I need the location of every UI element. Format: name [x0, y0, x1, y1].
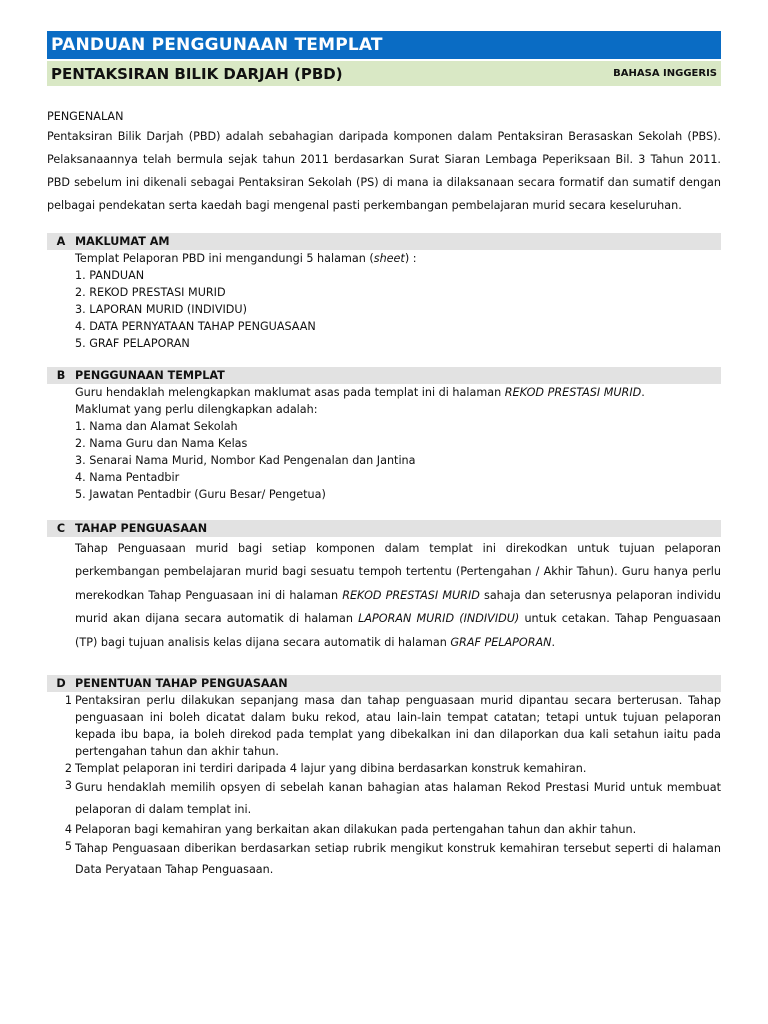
list-item: 3. LAPORAN MURID (INDIVIDU) — [75, 303, 247, 316]
subtitle-bar — [47, 61, 721, 86]
section-d-header — [47, 675, 721, 692]
item-number: 5 — [64, 840, 72, 854]
section-title: MAKLUMAT AM — [75, 235, 170, 248]
section-d — [47, 675, 721, 880]
section-letter: D — [56, 677, 66, 691]
title-bar — [47, 31, 721, 59]
item-text: Pelaporan bagi kemahiran yang berkaitan akan dilakukan pada pertengahan tahun dan akhir tahun. — [75, 823, 637, 837]
numbered-item — [47, 838, 721, 880]
section-b — [47, 367, 721, 503]
list-item: 5. Jawatan Pentadbir (Guru Besar/ Pengetua) — [75, 488, 326, 501]
list-item: 4. DATA PERNYATAAN TAHAP PENGUASAAN — [75, 320, 316, 333]
list-item: 2. REKOD PRESTASI MURID — [75, 286, 226, 299]
section-c-header — [47, 520, 721, 537]
section-d-body — [47, 692, 721, 880]
section-letter: B — [56, 369, 66, 382]
intro-section — [47, 108, 721, 217]
section-b-header — [47, 367, 721, 384]
item-text: Guru hendaklah memilih opsyen di sebelah kanan bahagian atas halaman Rekod Prestasi Murid untuk membuat pelaporan di dalam templat ini. — [75, 781, 721, 817]
section-b-body — [47, 384, 721, 503]
item-text: Pentaksiran perlu dilakukan sepanjang masa dan tahap penguasaan murid dipantau secara berterusan. Tahap penguasaan ini boleh dicatat dalam buku rekod, atau lain-lain tempat catatan; tetapi untuk tujuan pelaporan kepada ibu bapa, ia boleh direkod pada templat yang dibekalkan ini dan dilaporkan dua kali setahun iaitu pada pertengahan tahun dan akhir tahun. — [75, 694, 721, 759]
numbered-item — [47, 692, 721, 760]
section-b-lead: Guru hendaklah melengkapkan maklumat asas pada templat ini di halaman REKOD PRESTASI MURID. — [75, 386, 645, 399]
list-item: 2. Nama Guru dan Nama Kelas — [75, 437, 248, 450]
section-b-lead2: Maklumat yang perlu dilengkapkan adalah: — [75, 403, 318, 416]
list-item: 3. Senarai Nama Murid, Nombor Kad Pengenalan dan Jantina — [75, 454, 416, 467]
section-a — [47, 233, 721, 352]
numbered-item — [47, 777, 721, 821]
item-number: 1 — [64, 694, 72, 708]
list-item: 4. Nama Pentadbir — [75, 471, 180, 484]
numbered-item — [47, 821, 721, 838]
section-title: TAHAP PENGUASAAN — [75, 522, 208, 535]
document-page — [47, 31, 721, 880]
intro-heading: PENGENALAN — [47, 110, 124, 123]
section-a-body — [47, 250, 721, 352]
section-c-paragraph: Tahap Penguasaan murid bagi setiap komponen dalam templat ini direkodkan untuk tujuan pelaporan perkembangan pembelajaran murid bagi sesuatu tempoh tertentu (Pertengahan / Akhir Tahun). Guru hanya perlu merekodkan Tahap Penguasaan ini di halaman REKOD PRESTASI MURID sahaja dan seterusnya pelaporan individu murid akan dijana secara automatik di halaman LAPORAN MURID (INDIVIDU) untuk cetakan. Tahap Penguasaan (TP) bagi tujuan analisis kelas dijana secara automatik di halaman GRAF PELAPORAN. — [75, 542, 721, 649]
item-number: 4 — [64, 823, 72, 837]
section-title: PENENTUAN TAHAP PENGUASAAN — [75, 677, 288, 691]
document-subtitle: PENTAKSIRAN BILIK DARJAH (PBD) — [51, 64, 343, 83]
subject-label: BAHASA INGGERIS — [613, 68, 717, 79]
item-number: 3 — [64, 779, 72, 793]
document-title: PANDUAN PENGGUNAAN TEMPLAT — [51, 35, 383, 55]
section-c — [47, 520, 721, 654]
intro-paragraph: Pentaksiran Bilik Darjah (PBD) adalah sebahagian daripada komponen dalam Pentaksiran Berasaskan Sekolah (PBS). Pelaksanaannya telah bermula sejak tahun 2011 berdasarkan Surat Siaran Lembaga Peperiksaan Bil. 3 Tahun 2011. PBD sebelum ini dikenali sebagai Pentaksiran Sekolah (PS) di mana ia dilaksanaan secara formatif dan sumatif dengan pelbagai pendekatan serta kaedah bagi mengenal pasti perkembangan pembelajaran murid secara keseluruhan. — [47, 130, 721, 212]
section-letter: C — [56, 522, 66, 535]
section-a-header — [47, 233, 721, 250]
section-a-lead: Templat Pelaporan PBD ini mengandungi 5 halaman (sheet) : — [75, 252, 417, 265]
numbered-item — [47, 760, 721, 777]
item-text: Templat pelaporan ini terdiri daripada 4 lajur yang dibina berdasarkan konstruk kemahiran. — [75, 762, 587, 776]
list-item: 5. GRAF PELAPORAN — [75, 337, 190, 350]
section-letter: A — [56, 235, 66, 248]
item-number: 2 — [64, 762, 72, 776]
list-item: 1. Nama dan Alamat Sekolah — [75, 420, 238, 433]
item-text: Tahap Penguasaan diberikan berdasarkan setiap rubrik mengikut konstruk kemahiran tersebut seperti di halaman Data Peryataan Tahap Penguasaan. — [75, 842, 721, 877]
list-item: 1. PANDUAN — [75, 269, 145, 282]
section-title: PENGGUNAAN TEMPLAT — [75, 369, 225, 382]
